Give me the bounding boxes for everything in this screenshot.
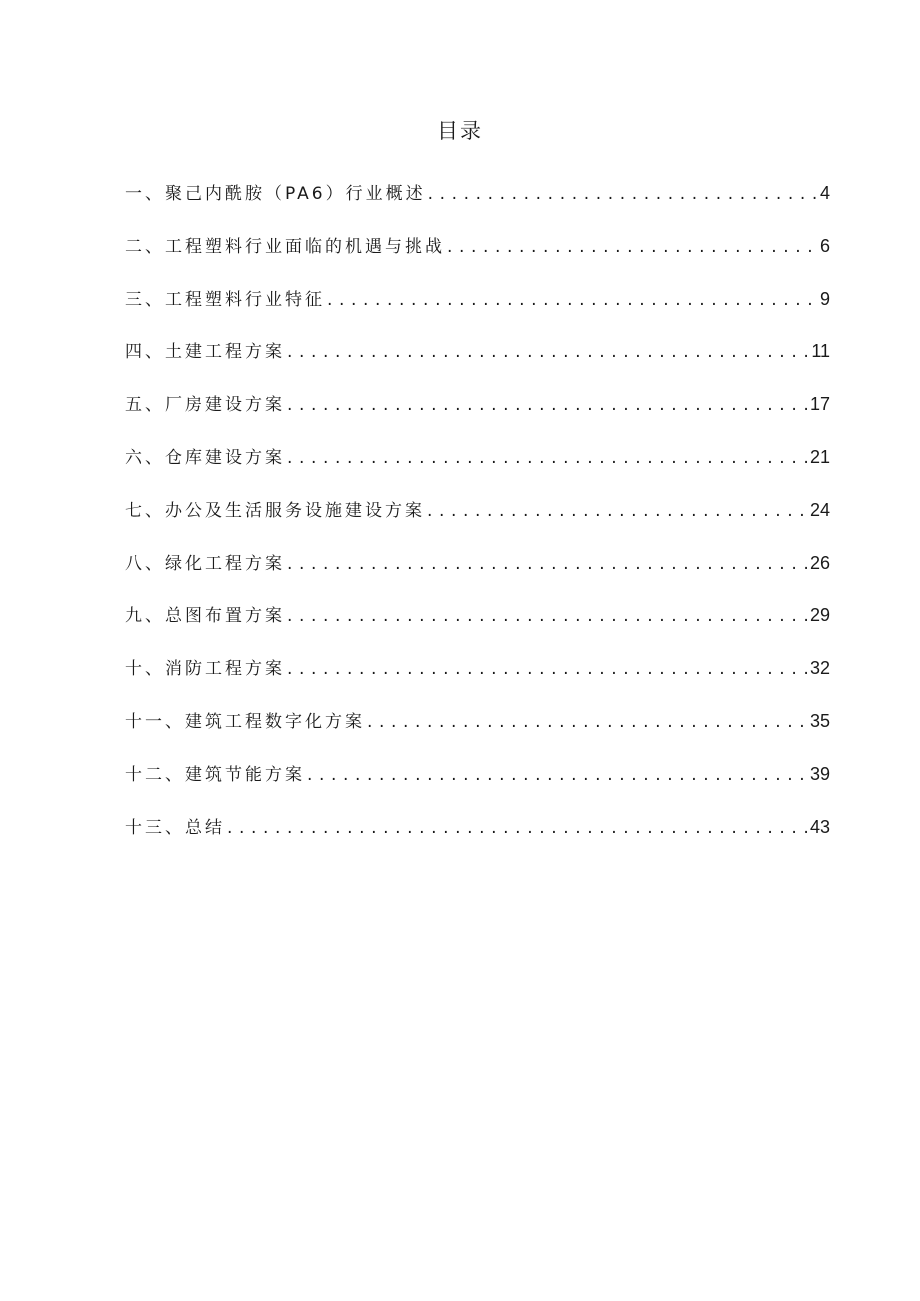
toc-dot-leader (447, 232, 818, 262)
toc-entry[interactable] (125, 600, 830, 653)
toc-entry[interactable] (125, 812, 830, 865)
toc-dot-leader (307, 760, 808, 790)
toc-entry-label: 十二、建筑节能方案 (125, 764, 305, 785)
toc-dot-leader (427, 496, 808, 526)
toc-entry-page: 11 (811, 341, 830, 362)
toc-entry-label: 七、办公及生活服务设施建设方案 (125, 500, 425, 521)
toc-dot-leader (287, 549, 808, 579)
toc-entry-label: 十三、总结 (125, 817, 225, 838)
toc-dot-leader (327, 285, 818, 315)
toc-entry-page: 21 (809, 446, 830, 467)
toc-entry-label: 四、土建工程方案 (125, 342, 285, 363)
toc-dot-leader (287, 390, 808, 420)
toc-entry[interactable] (125, 336, 830, 389)
toc-entry[interactable] (125, 548, 830, 601)
toc-entry[interactable] (125, 653, 830, 706)
toc-entry-page: 26 (809, 552, 830, 573)
toc-entry-page: 24 (809, 499, 830, 520)
toc-entry-label: 一、聚己内酰胺（PA6）行业概述 (125, 184, 426, 204)
toc-entry[interactable] (125, 231, 830, 284)
toc-entry-page: 43 (809, 816, 830, 837)
toc-entry-label: 九、总图布置方案 (125, 606, 285, 627)
toc-dot-leader (428, 179, 818, 209)
toc-dot-leader (227, 813, 808, 843)
table-of-contents (125, 178, 830, 864)
toc-dot-leader (287, 337, 809, 367)
toc-dot-leader (287, 601, 808, 631)
toc-entry-page: 29 (809, 605, 830, 626)
toc-entry[interactable] (125, 389, 830, 442)
toc-entry[interactable] (125, 442, 830, 495)
toc-entry-page: 32 (809, 658, 830, 679)
toc-entry-label: 六、仓库建设方案 (125, 447, 285, 468)
toc-entry[interactable] (125, 178, 830, 231)
toc-entry-label: 十、消防工程方案 (125, 659, 285, 680)
toc-entry-label: 二、工程塑料行业面临的机遇与挑战 (125, 236, 445, 257)
toc-dot-leader (287, 443, 808, 473)
toc-entry[interactable] (125, 706, 830, 759)
toc-entry-page: 35 (809, 710, 830, 731)
toc-entry[interactable] (125, 495, 830, 548)
toc-entry-page: 9 (819, 288, 830, 309)
toc-entry-page: 17 (809, 394, 830, 415)
toc-dot-leader (367, 707, 808, 737)
toc-entry[interactable] (125, 759, 830, 812)
toc-entry-label: 三、工程塑料行业特征 (125, 289, 325, 310)
toc-entry-label: 十一、建筑工程数字化方案 (125, 711, 365, 732)
toc-entry[interactable] (125, 284, 830, 337)
toc-title: 目录 (437, 119, 483, 143)
toc-entry-page: 4 (819, 183, 830, 203)
toc-dot-leader (287, 654, 808, 684)
toc-entry-page: 6 (819, 235, 830, 256)
toc-entry-label: 八、绿化工程方案 (125, 553, 285, 574)
toc-entry-label: 五、厂房建设方案 (125, 395, 285, 416)
toc-entry-page: 39 (809, 763, 830, 784)
